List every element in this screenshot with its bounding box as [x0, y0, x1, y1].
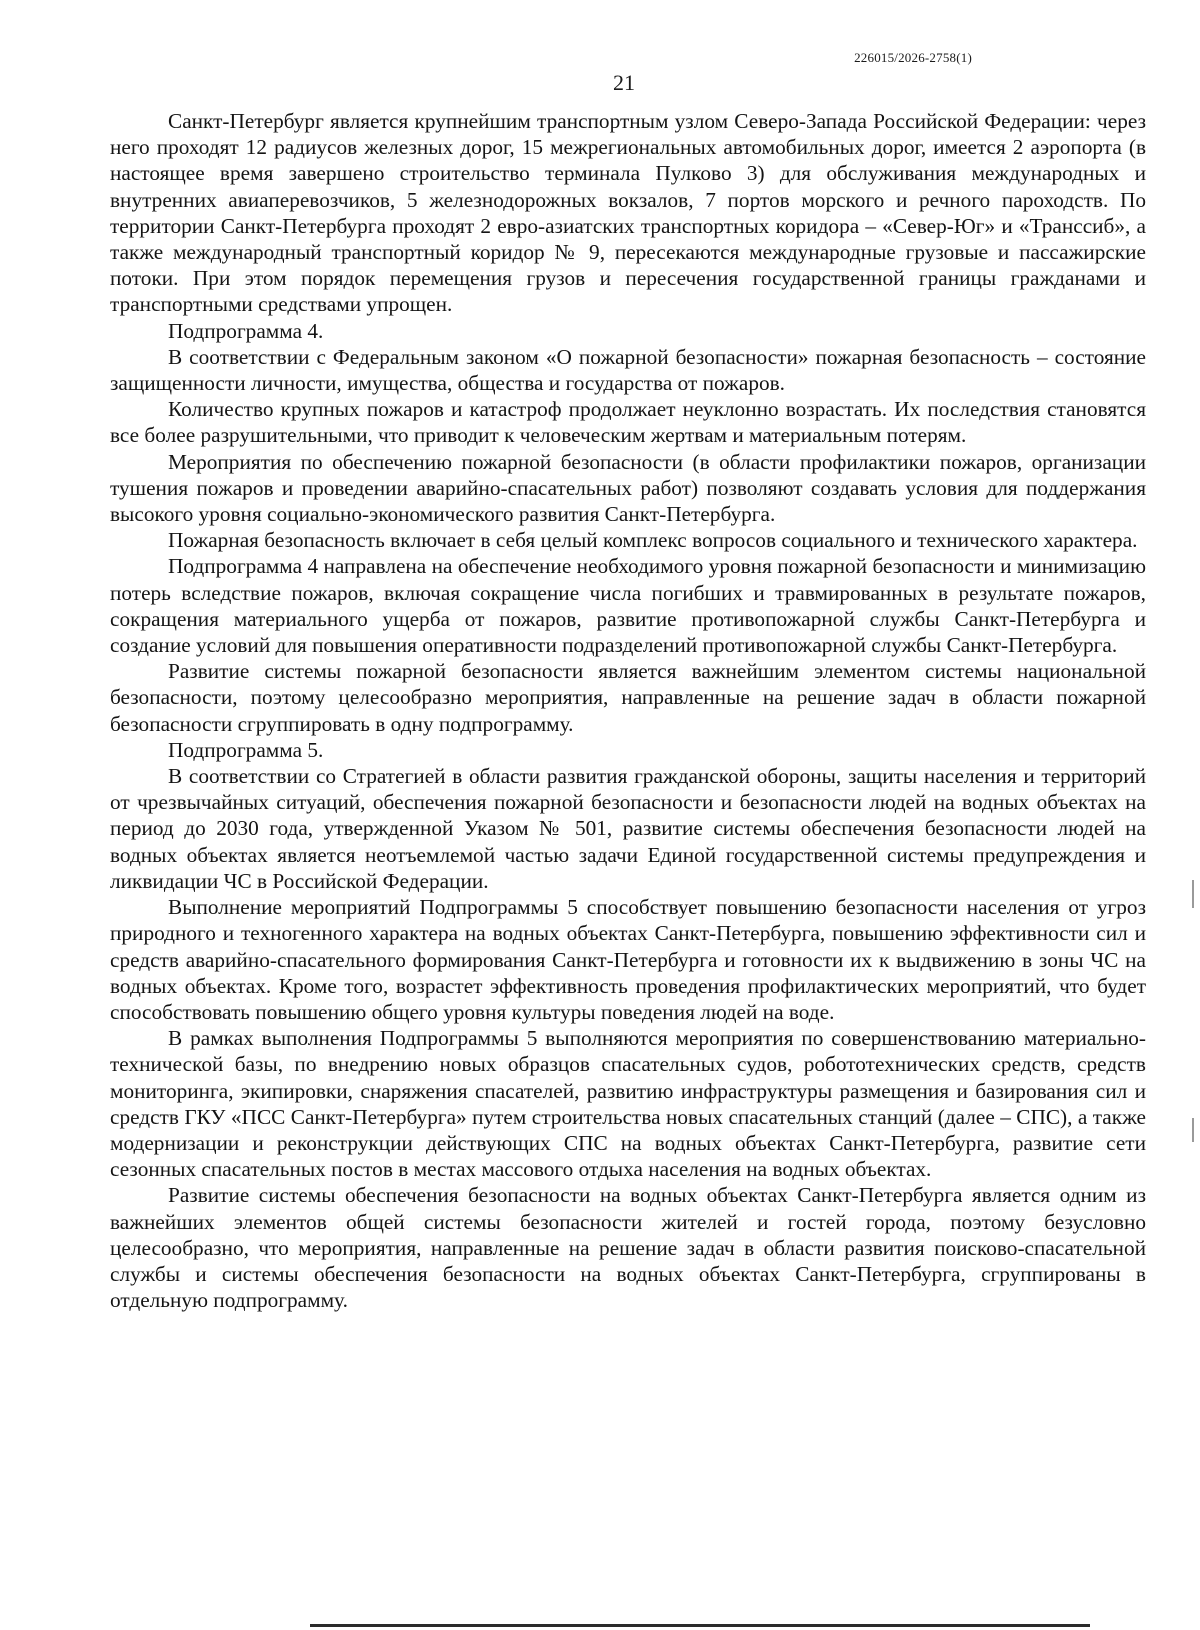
paragraph-fire-measures: Мероприятия по обеспечению пожарной безопасности (в области профилактики пожаров, организации тушения пожаров и проведении аварийно-спасательных работ) позволяют создавать условия для поддержания высокого уровня социально-экономического развития Санкт-Петербурга. — [110, 449, 1146, 527]
paragraph-fire-complex: Пожарная безопасность включает в себя целый комплекс вопросов социального и технического характера. — [168, 528, 1138, 553]
paragraph-water-safety-development: Развитие системы обеспечения безопасности на водных объектах Санкт-Петербурга является одним из важнейших элементов общей системы безопасности жителей и гостей города, поэтому безусловно целесообразно, что мероприятия, направленные на решение задач в области развития поисково-спасательной службы и системы обеспечения безопасности на водных объектах Санкт-Петербурга, сгруппированы в отдельную подпрограмму. — [110, 1183, 1146, 1313]
document-id: 226015/2026-2758(1) — [854, 50, 972, 65]
subprogram-5-heading: Подпрограмма 5. — [168, 737, 324, 762]
paragraph-civil-defense-strategy: В соответствии со Стратегией в области развития гражданской обороны, защиты населения и территорий от чрезвычайных ситуаций, обеспечения пожарной безопасности и безопасности людей на водных объектах на период до 2030 года, утвержденной Указом № 501, развитие системы обеспечения безопасности людей на водных объектах является неотъемлемой частью задачи Единой государственной системы предупреждения и ликвидации ЧС в Российской Федерации. — [110, 764, 1146, 893]
paragraph-fire-safety-law: В соответствии с Федеральным законом «О пожарной безопасности» пожарная безопасность – состояние защищенности личности, имущества, общества и государства от пожаров. — [110, 344, 1146, 396]
paragraph-fire-statistics: Количество крупных пожаров и катастроф продолжает неуклонно возрастать. Их последствия становятся все более разрушительными, что приводит к человеческим жертвам и материальным потерям. — [110, 397, 1146, 448]
page-number: 21 — [613, 70, 635, 95]
document-body — [110, 108, 1146, 1313]
footer-rule — [310, 1624, 1090, 1627]
scan-margin-mark — [1192, 1118, 1194, 1142]
scan-margin-mark — [1192, 880, 1194, 908]
paragraph-subprogram-5-measures: В рамках выполнения Подпрограммы 5 выполняются мероприятия по совершенствованию материально-технической базы, по внедрению новых образцов спасательных судов, робототехнических средств, средств мониторинга, экипировки, снаряжения спасателей, развитию инфраструктуры размещения и базирования сил и средств ГКУ «ПСС Санкт-Петербурга» путем строительства новых спасательных станций (далее – СПС), а также модернизации и реконструкции действующих СПС на водных объектах Санкт-Петербурга, развитие сети сезонных спасательных постов в местах массового отдыха населения на водных объектах. — [110, 1026, 1146, 1182]
paragraph-transport-hub: Санкт-Петербург является крупнейшим транспортным узлом Северо-Запада Российской Федерации: через него проходят 12 радиусов железных дорог, 15 межрегиональных автомобильных дорог, имеется 2 аэропорта (в настоящее время завершено строительство терминала Пулково 3) для обслуживания международных и внутренних авиаперевозчиков, 5 железнодорожных вокзалов, 7 портов морского и речного пароходств. По территории Санкт-Петербурга проходят 2 евро-азиатских транспортных коридора – «Север-Юг» и «Транссиб», а также международный транспортный коридор № 9, пересекаются международные грузовые и пассажирские потоки. При этом порядок перемещения грузов и пересечения государственной границы гражданами и транспортными средствами упрощен. — [110, 109, 1146, 317]
paragraph-subprogram-5-effects: Выполнение мероприятий Подпрограммы 5 способствует повышению безопасности населения от угроз природного и техногенного характера на водных объектах Санкт-Петербурга, повышению эффективности сил и средств аварийно-спасательного формирования Санкт-Петербурга и готовности их к выдвижению в зоны ЧС на водных объектах. Кроме того, возрастет эффективность проведения профилактических мероприятий, что будет способствовать повышению общего уровня культуры поведения людей на воде. — [110, 895, 1146, 1024]
paragraph-subprogram-4-goals: Подпрограмма 4 направлена на обеспечение необходимого уровня пожарной безопасности и минимизацию потерь вследствие пожаров, включая сокращение числа погибших и травмированных в результате пожаров, сокращения материального ущерба от пожаров, развитие противопожарной службы Санкт-Петербурга и создание условий для повышения оперативности подразделений противопожарной службы Санкт-Петербурга. — [110, 554, 1146, 658]
paragraph-fire-system-development: Развитие системы пожарной безопасности является важнейшим элементом системы национальной безопасности, поэтому целесообразно мероприятия, направленные на решение задач в области пожарной безопасности сгруппировать в одну подпрограмму. — [110, 659, 1146, 736]
subprogram-4-heading: Подпрограмма 4. — [168, 318, 324, 343]
